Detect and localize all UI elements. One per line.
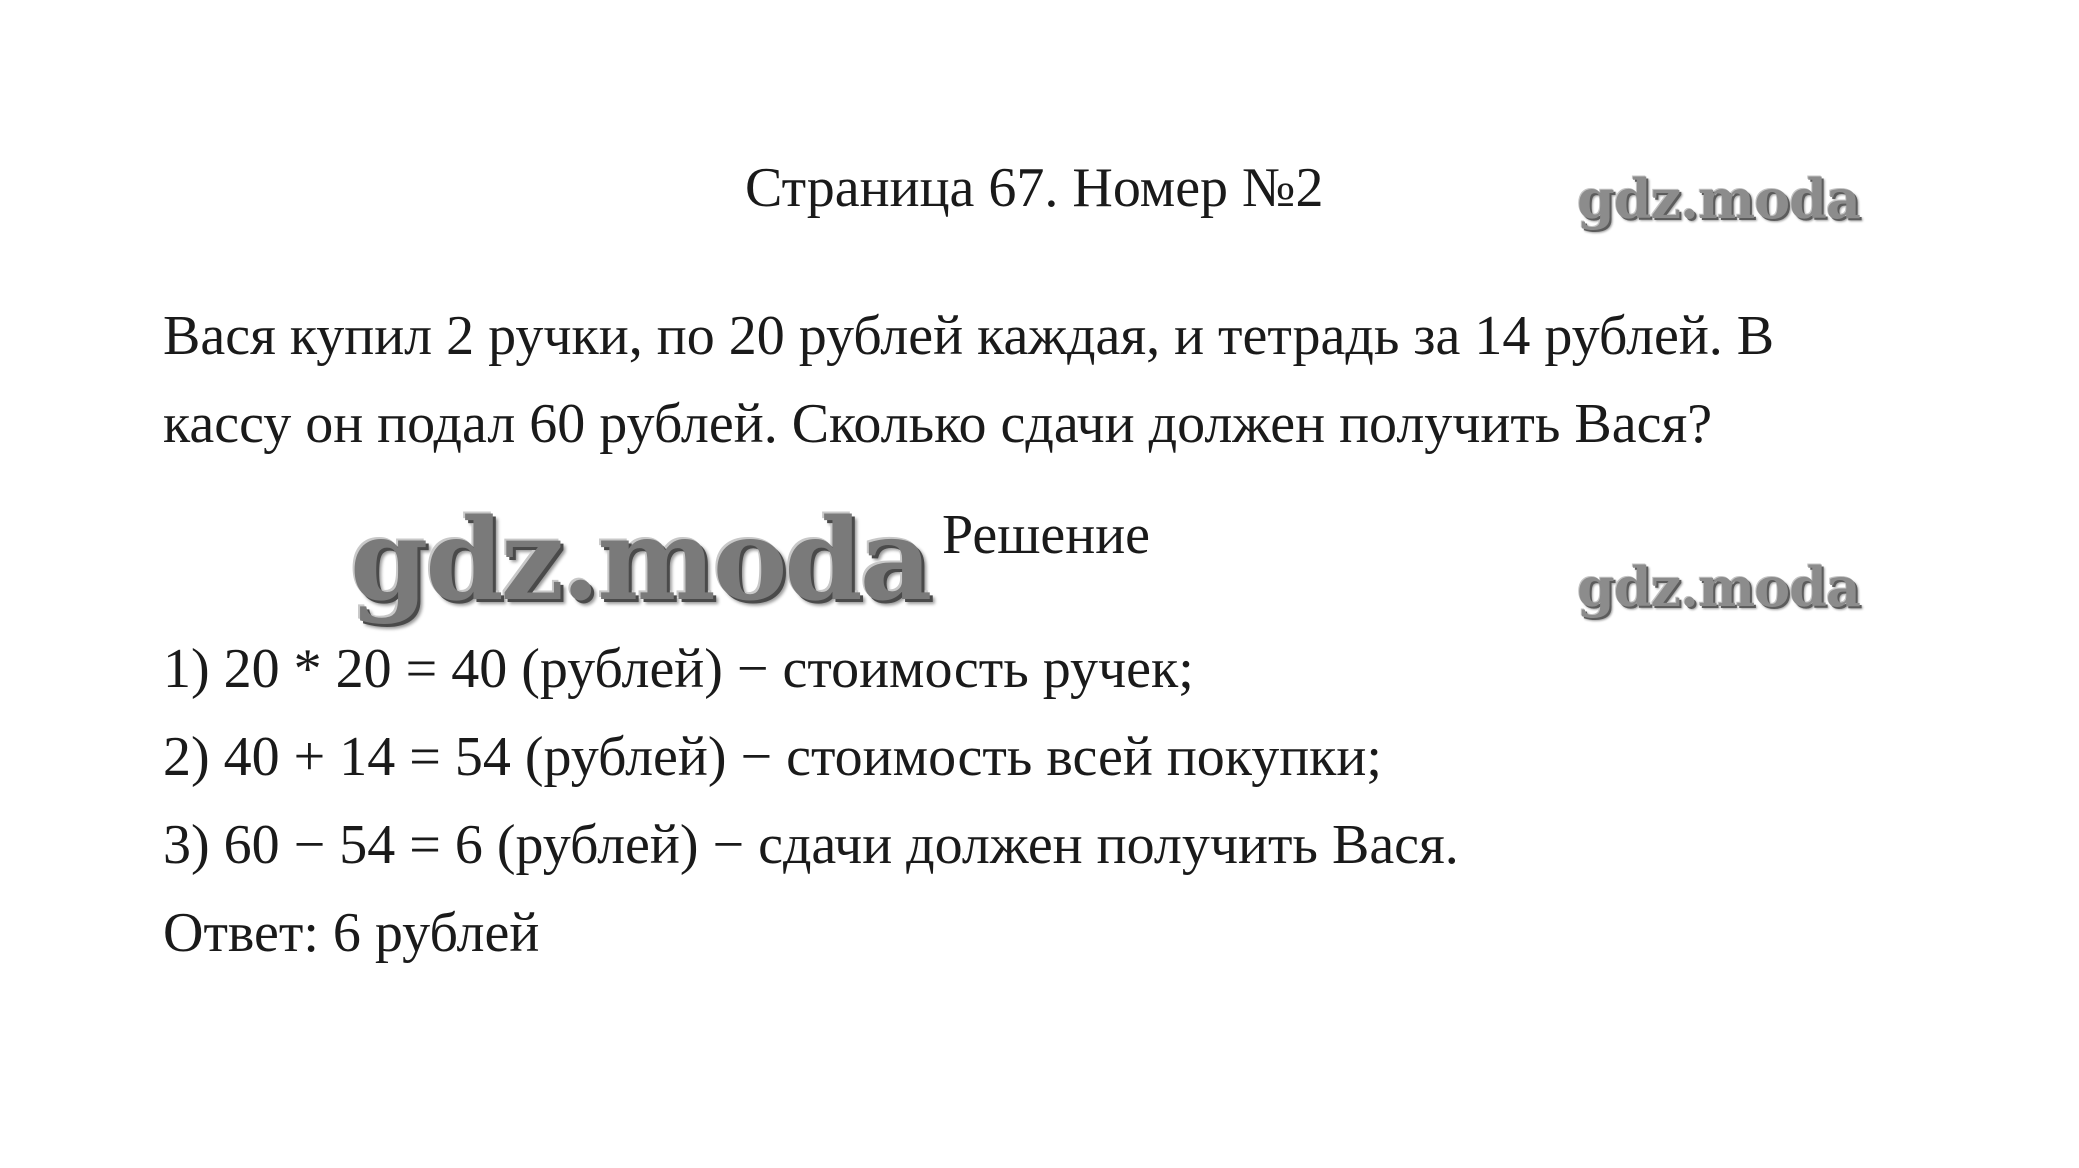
watermark-logo-middle-right: gdz.moda — [1577, 555, 1860, 619]
solution-step: 2) 40 + 14 = 54 (рублей) − стоимость всей покупки; — [163, 726, 1382, 788]
problem-line: Вася купил 2 ручки, по 20 рублей каждая, и тетрадь за 14 рублей. В — [163, 305, 1775, 367]
solution-step: 3) 60 − 54 = 6 (рублей) − сдачи должен получить Вася. — [163, 814, 1459, 876]
watermark-logo-top-right: gdz.moda — [1577, 167, 1860, 231]
problem-line: кассу он подал 60 рублей. Сколько сдачи должен получить Вася? — [163, 393, 1713, 455]
page-title: Страница 67. Номер №2 — [745, 157, 1324, 219]
problem-statement — [163, 292, 1963, 468]
watermark-logo-large: gdz.moda — [350, 495, 930, 626]
solution-steps — [163, 625, 1459, 977]
solution-heading: Решение — [942, 504, 1151, 566]
answer: Ответ: 6 рублей — [163, 902, 540, 964]
solution-step: 1) 20 * 20 = 40 (рублей) − стоимость ручек; — [163, 638, 1194, 700]
